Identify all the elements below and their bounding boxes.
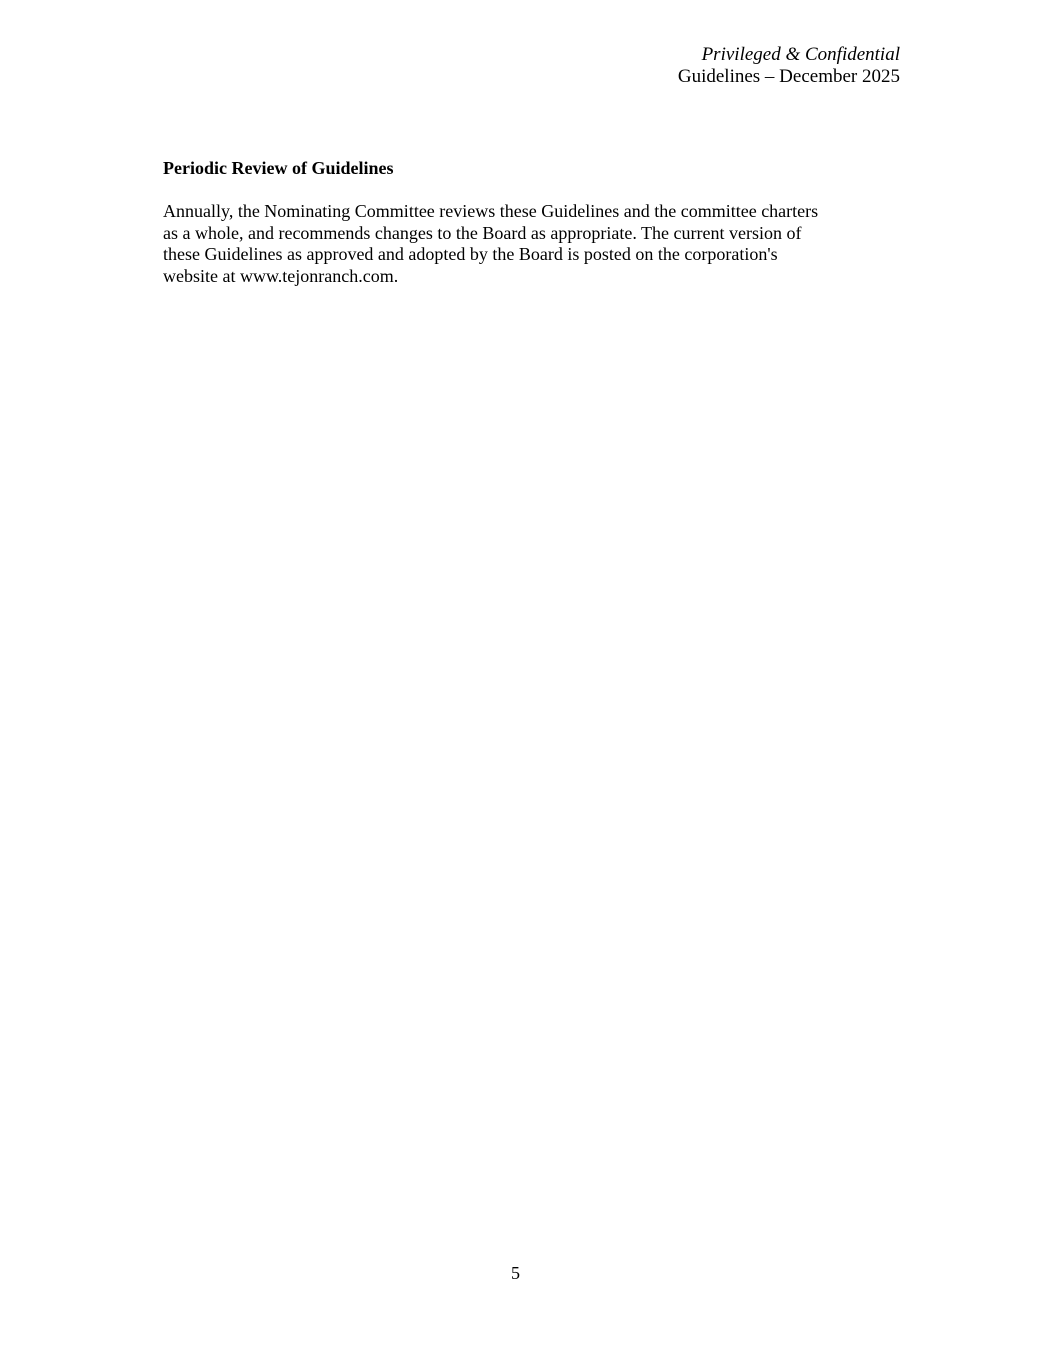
document-date-label: Guidelines – December 2025 xyxy=(677,66,900,87)
paragraph-line: these Guidelines as approved and adopted by the Board is posted on the corporation's xyxy=(163,244,778,264)
confidentiality-label: Privileged & Confidential xyxy=(701,44,900,65)
paragraph-line: as a whole, and recommends changes to the Board as appropriate. The current version of xyxy=(163,222,802,243)
page-header xyxy=(678,44,900,88)
document-body xyxy=(163,157,863,287)
section-heading: Periodic Review of Guidelines xyxy=(163,158,394,178)
paragraph-line: website at www.tejonranch.com. xyxy=(163,265,399,286)
paragraph-line: Annually, the Nominating Committee reviews these Guidelines and the committee charters xyxy=(163,201,819,221)
section-paragraph xyxy=(163,201,863,287)
page-number: 5 xyxy=(511,1263,520,1283)
